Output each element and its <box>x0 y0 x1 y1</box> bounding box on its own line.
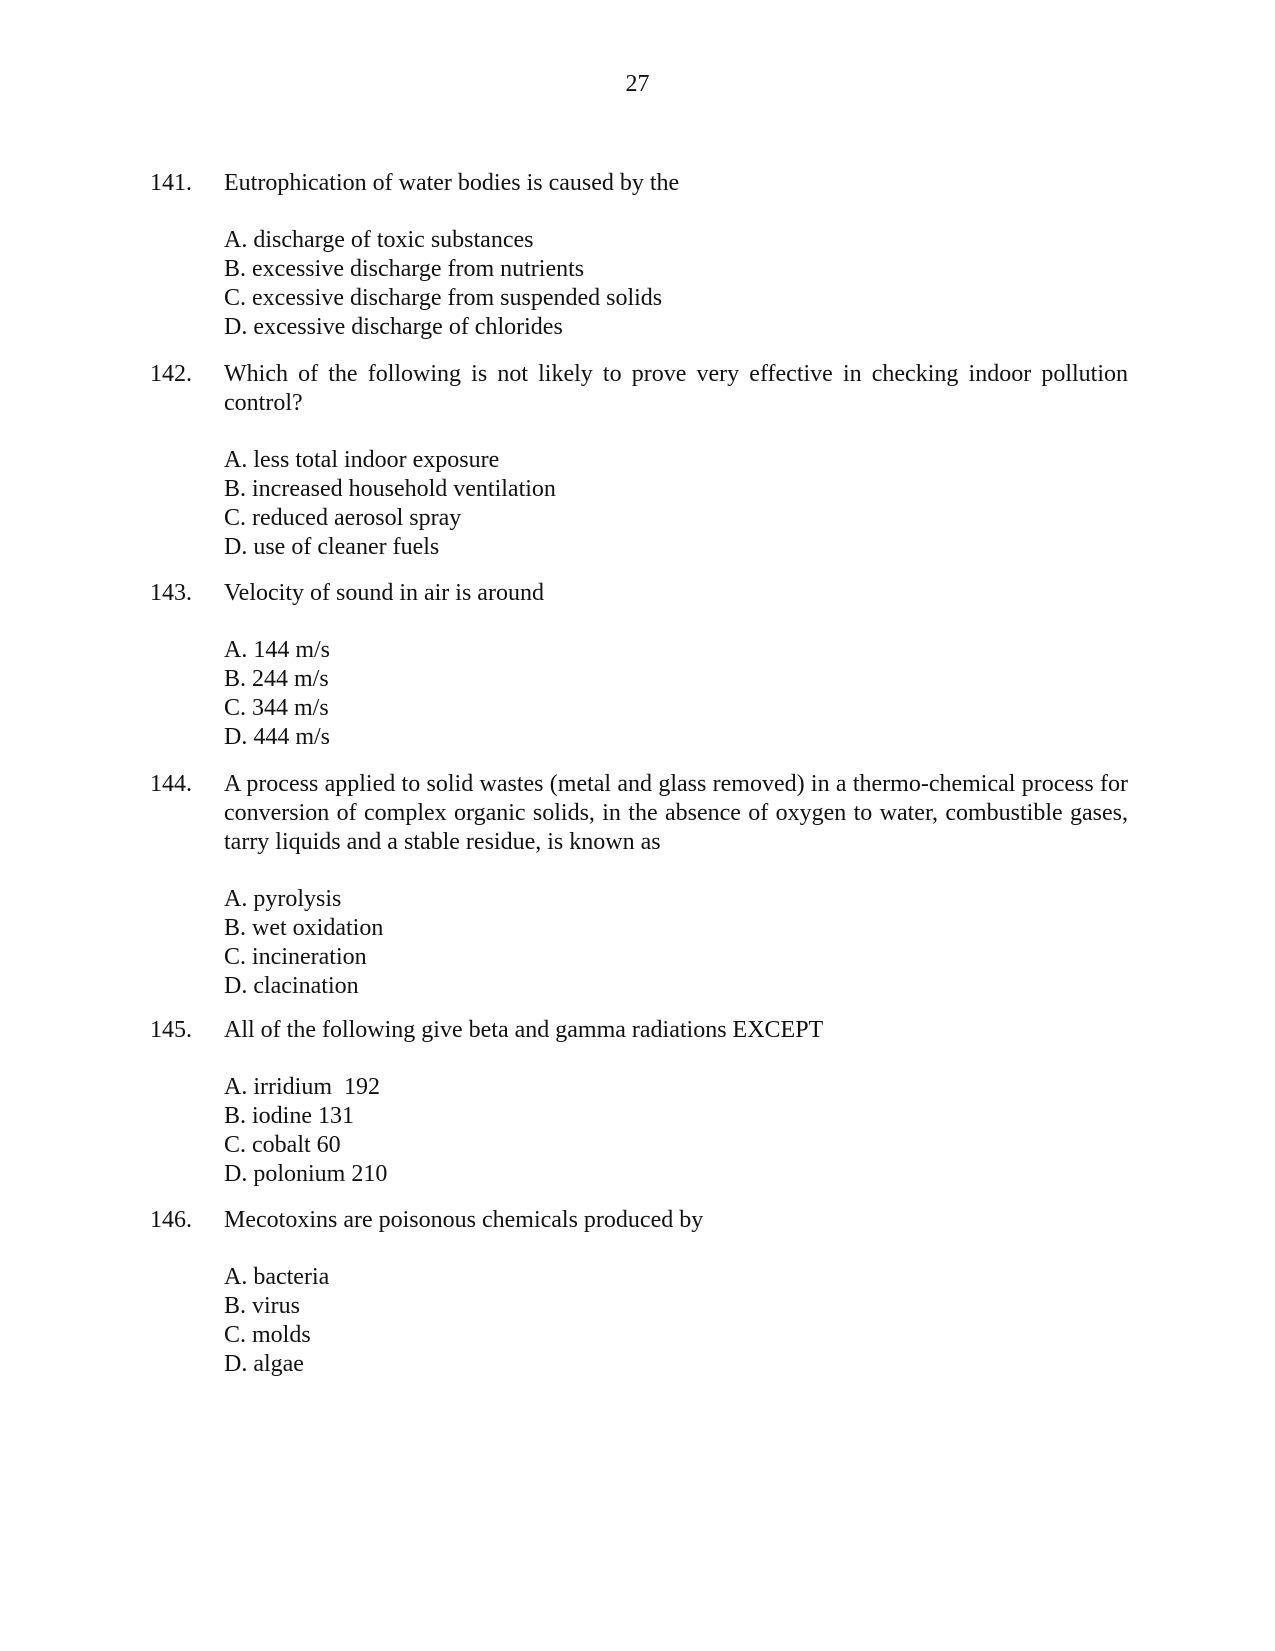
option-a: A. bacteria <box>224 1264 330 1290</box>
question-body <box>224 579 1128 752</box>
option-c: C. molds <box>224 1322 311 1348</box>
question-body <box>224 1016 1128 1189</box>
question-141 <box>150 169 1128 342</box>
question-body <box>224 1206 1128 1379</box>
question-number: 146. <box>150 1207 192 1233</box>
question-143 <box>150 579 1128 752</box>
option-list <box>224 446 1128 562</box>
question-146 <box>150 1206 1128 1379</box>
question-stem: Mecotoxins are poisonous chemicals produced by <box>224 1207 704 1233</box>
option-b: B. excessive discharge from nutrients <box>224 256 585 282</box>
question-stem: All of the following give beta and gamma radiations EXCEPT <box>224 1017 824 1043</box>
option-d: D. 444 m/s <box>224 724 331 750</box>
option-d: D. clacination <box>224 973 359 999</box>
option-b: B. 244 m/s <box>224 666 329 692</box>
question-144 <box>150 770 1128 1001</box>
question-stem: Velocity of sound in air is around <box>224 580 544 606</box>
question-145 <box>150 1016 1128 1189</box>
option-c: C. cobalt 60 <box>224 1132 341 1158</box>
page-number: 27 <box>625 71 650 97</box>
option-a: A. discharge of toxic substances <box>224 227 534 253</box>
question-number: 143. <box>150 580 192 606</box>
option-list <box>224 1263 1128 1379</box>
option-a: A. 144 m/s <box>224 637 331 663</box>
option-a: A. less total indoor exposure <box>224 447 500 473</box>
option-a: A. pyrolysis <box>224 886 342 912</box>
question-number: 142. <box>150 361 192 387</box>
question-number: 141. <box>150 170 192 196</box>
option-b: B. iodine 131 <box>224 1103 354 1129</box>
option-list <box>224 885 1128 1001</box>
option-d: D. excessive discharge of chlorides <box>224 314 563 340</box>
option-d: D. use of cleaner fuels <box>224 534 440 560</box>
question-stem: A process applied to solid wastes (metal and glass removed) in a thermo-chemical process for conversion of complex organic solids, in the absence of oxygen to water, combustible gases, tarry liquids and a stable residue, is known as <box>224 771 1128 855</box>
option-c: C. reduced aerosol spray <box>224 505 462 531</box>
question-142 <box>150 360 1128 562</box>
question-stem: Eutrophication of water bodies is caused by the <box>224 170 680 196</box>
question-body <box>224 770 1128 1001</box>
question-stem: Which of the following is not likely to prove very effective in checking indoor pollution control? <box>224 361 1128 416</box>
option-b: B. wet oxidation <box>224 915 384 941</box>
option-c: C. 344 m/s <box>224 695 329 721</box>
option-b: B. virus <box>224 1293 301 1319</box>
option-b: B. increased household ventilation <box>224 476 556 502</box>
option-list <box>224 636 1128 752</box>
option-list <box>224 226 1128 342</box>
option-d: D. algae <box>224 1351 304 1377</box>
option-d: D. polonium 210 <box>224 1161 388 1187</box>
question-number: 144. <box>150 771 192 797</box>
question-body <box>224 360 1128 562</box>
option-a: A. irridium 192 <box>224 1074 380 1100</box>
option-list <box>224 1073 1128 1189</box>
question-number: 145. <box>150 1017 192 1043</box>
option-c: C. excessive discharge from suspended solids <box>224 285 663 311</box>
option-c: C. incineration <box>224 944 367 970</box>
question-body <box>224 169 1128 342</box>
